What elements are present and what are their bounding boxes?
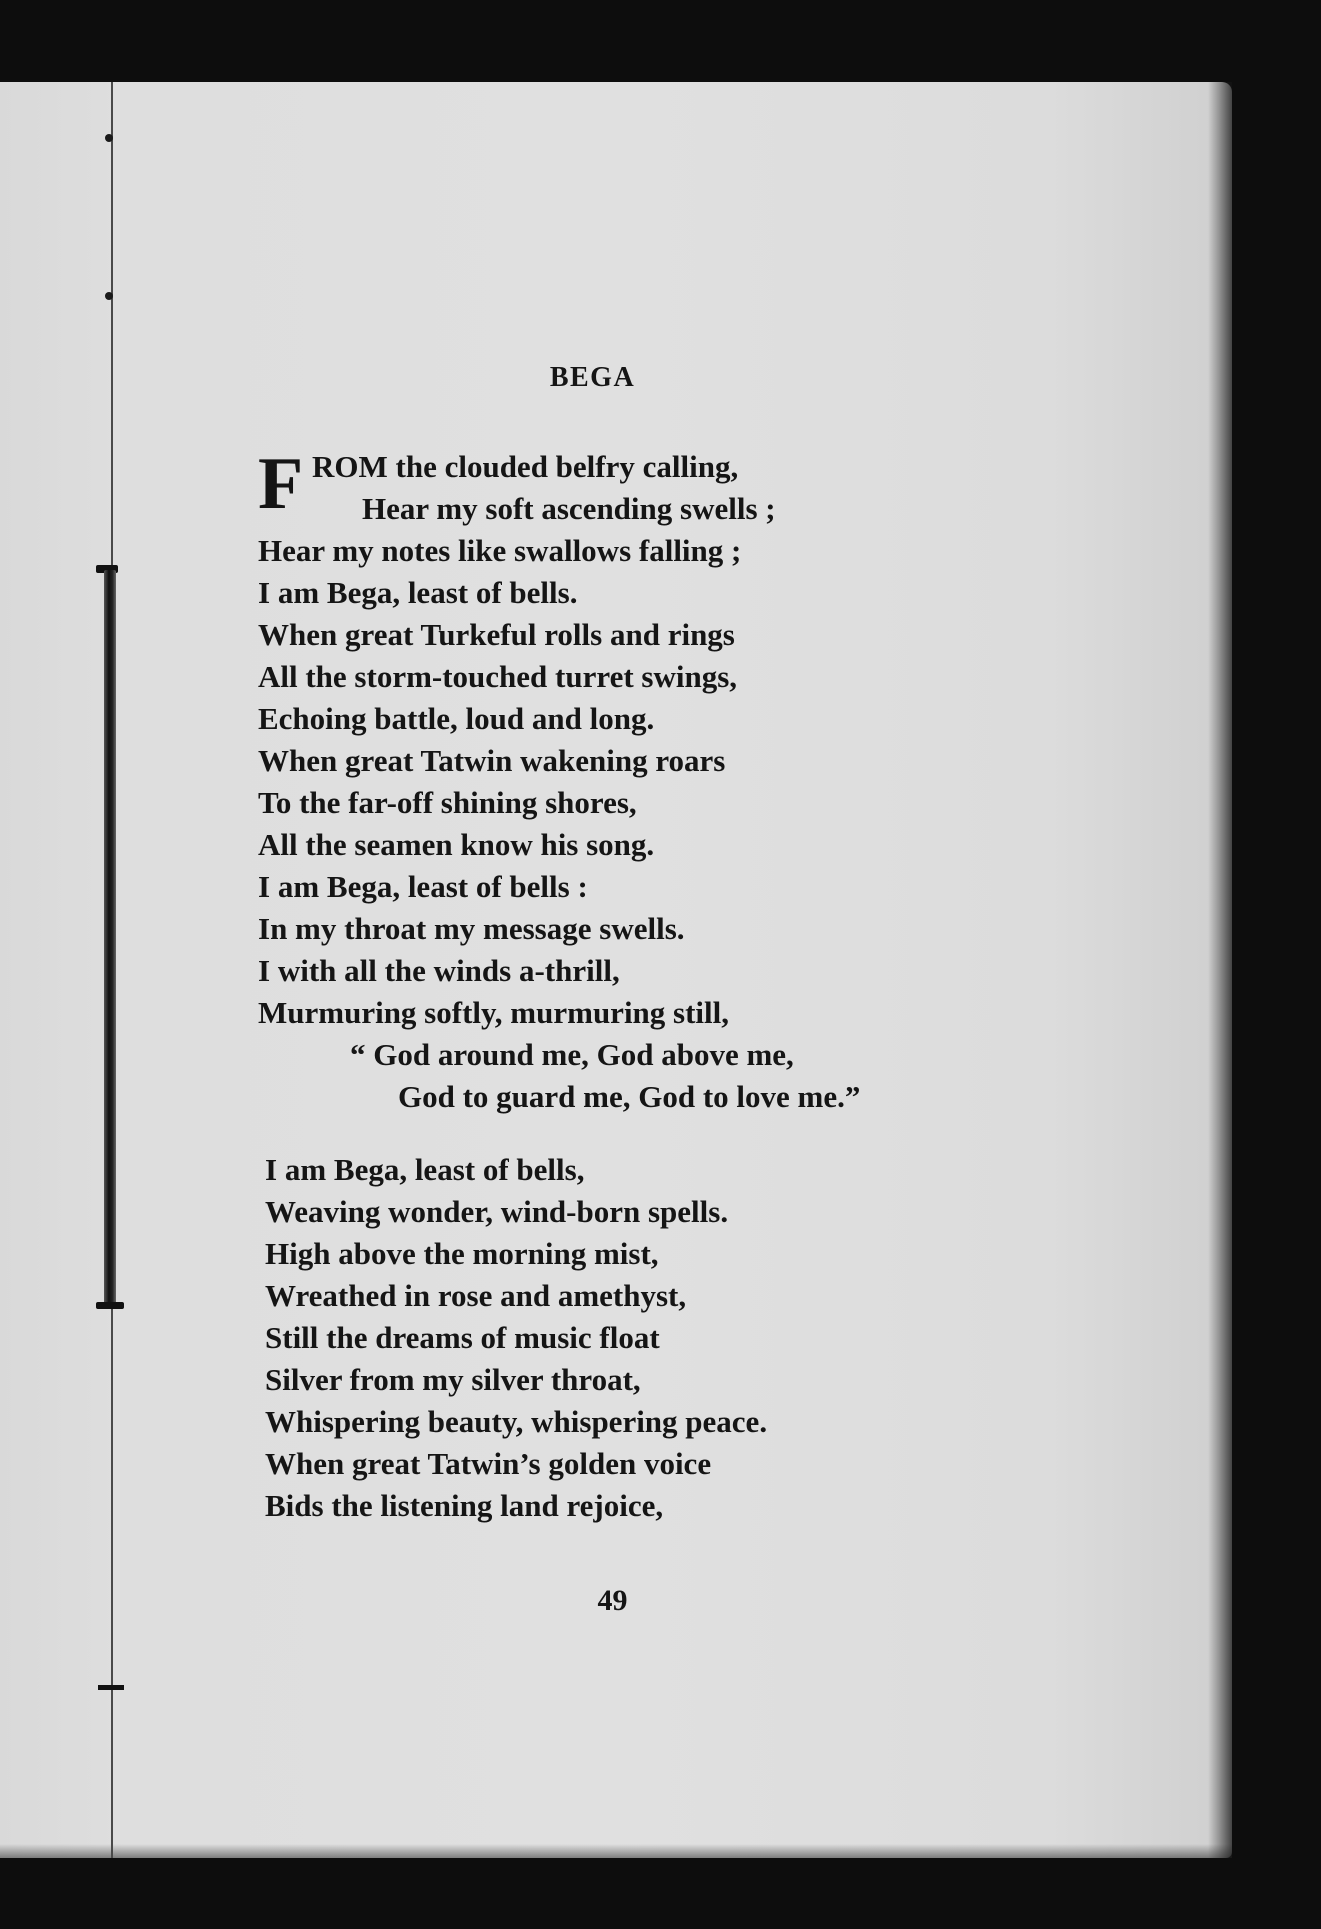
- binding-hole-mark: [105, 292, 113, 300]
- binding-hole-mark: [105, 134, 113, 142]
- poem-line: Bids the listening land rejoice,: [265, 1488, 664, 1523]
- poem-line: I with all the winds a-thrill,: [258, 953, 620, 988]
- poem-line: I am Bega, least of bells :: [258, 869, 588, 904]
- poem-line: Whispering beauty, whispering peace.: [265, 1404, 768, 1439]
- poem-line: Silver from my silver throat,: [265, 1362, 641, 1397]
- poem-quote-line: God to guard me, God to love me.”: [398, 1079, 861, 1114]
- poem-stanza-2: [265, 1149, 767, 1527]
- binding-tick-mark: [98, 1685, 124, 1690]
- page-bottom-shadow: [0, 1844, 1232, 1858]
- page-number: 49: [597, 1584, 628, 1617]
- poem-line: High above the morning mist,: [265, 1236, 659, 1271]
- drop-cap-letter: F: [258, 443, 304, 525]
- poem-line: I am Bega, least of bells,: [265, 1152, 585, 1187]
- poem-line: Hear my notes like swallows falling ;: [258, 533, 742, 568]
- poem-line: Murmuring softly, murmuring still,: [258, 995, 730, 1030]
- poem-stanza-1: [258, 443, 861, 1118]
- poem-line: I am Bega, least of bells.: [258, 575, 578, 610]
- poem-line: In my throat my message swells.: [258, 911, 685, 946]
- poem-line: All the seamen know his song.: [258, 827, 655, 862]
- poem-title: BEGA: [549, 362, 636, 393]
- poem-line: All the storm-touched turret swings,: [258, 659, 738, 694]
- poem-line: Still the dreams of music float: [265, 1320, 660, 1355]
- poem-line: When great Tatwin’s golden voice: [265, 1446, 712, 1481]
- binding-bar: [104, 570, 116, 1306]
- poem-line: Wreathed in rose and amethyst,: [265, 1278, 687, 1313]
- poem-line: When great Turkeful rolls and rings: [258, 617, 735, 652]
- poem-line: To the far-off shining shores,: [258, 785, 637, 820]
- binding-bar-bottom-cap: [96, 1302, 124, 1309]
- poem-quote-line: “ God around me, God above me,: [350, 1037, 794, 1072]
- poem-line: Weaving wonder, wind-born spells.: [265, 1194, 729, 1229]
- poem-line: When great Tatwin wakening roars: [258, 743, 726, 778]
- first-line-text: ROM the clouded belfry calling,: [312, 449, 739, 484]
- poem-line: Echoing battle, loud and long.: [258, 701, 655, 736]
- poem-line: Hear my soft ascending swells ;: [362, 491, 776, 526]
